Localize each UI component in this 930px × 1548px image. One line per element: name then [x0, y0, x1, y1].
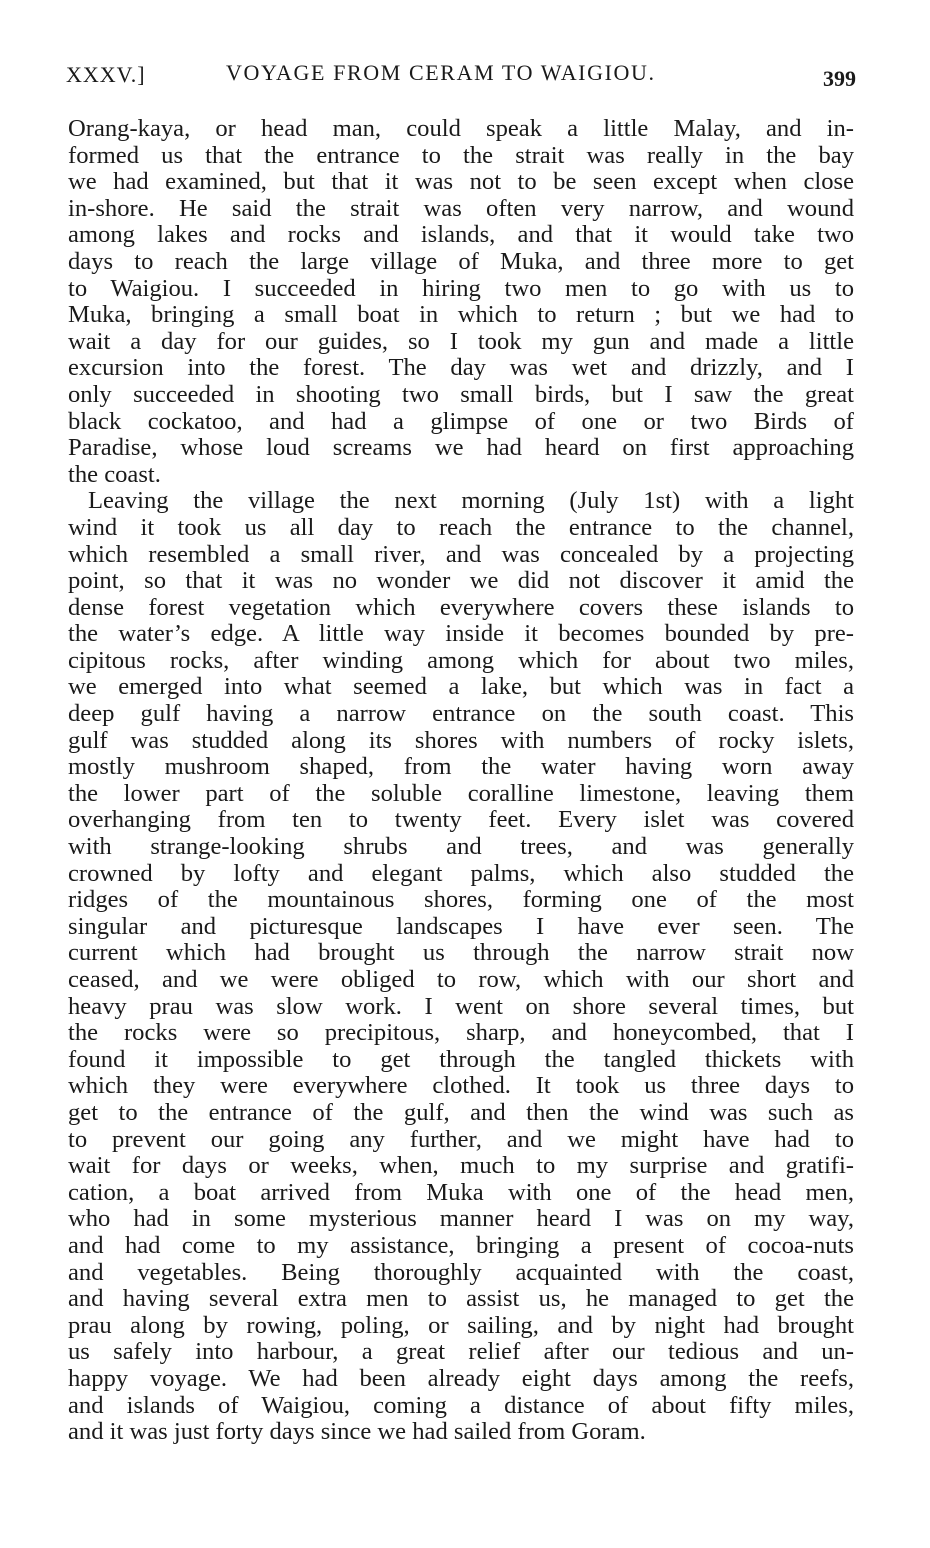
text-line: which they were everywhere clothed. It took us three days to — [68, 1072, 854, 1100]
text-line: excursion into the forest. The day was wet and drizzly, and I — [68, 354, 854, 382]
text-line: Muka, bringing a small boat in which to return ; but we had to — [68, 301, 854, 329]
text-line: we emerged into what seemed a lake, but which was in fact a — [68, 673, 854, 701]
text-line: found it impossible to get through the tangled thickets with — [68, 1045, 854, 1073]
text-line: us safely into harbour, a great relief after our tedious and un- — [68, 1338, 854, 1366]
text-line: the rocks were so precipitous, sharp, and honeycombed, that I — [68, 1019, 854, 1047]
text-line: singular and picturesque landscapes I have ever seen. The — [68, 912, 854, 940]
text-line: wind it took us all day to reach the entrance to the channel, — [68, 513, 854, 541]
text-line: to prevent our going any further, and we might have had to — [68, 1125, 854, 1153]
paragraph — [68, 116, 854, 488]
text-line: and it was just forty days since we had sailed from Goram. — [68, 1418, 646, 1446]
text-line: who had in some mysterious manner heard I was on my way, — [68, 1205, 854, 1233]
text-line: black cockatoo, and had a glimpse of one or two Birds of — [68, 407, 854, 435]
text-line: cation, a boat arrived from Muka with one of the head men, — [68, 1178, 854, 1206]
text-line: ceased, and we were obliged to row, which with our short and — [68, 966, 854, 993]
running-title: VOYAGE FROM CERAM TO WAIGIOU. — [226, 60, 656, 85]
text-line: gulf was studded along its shores with numbers of rocky islets, — [68, 726, 854, 754]
text-line: cipitous rocks, after winding among which for about two miles, — [68, 646, 854, 674]
page-number: 399 — [823, 66, 856, 91]
text-line: point, so that it was no wonder we did not discover it amid the — [68, 567, 854, 595]
text-line: formed us that the entrance to the strait was really in the bay — [68, 141, 854, 169]
text-line: the water’s edge. A little way inside it becomes bounded by pre- — [68, 620, 854, 648]
running-head — [66, 60, 856, 92]
chapter-number: XXXV.] — [66, 62, 146, 87]
text-line: with strange-looking shrubs and trees, and was generally — [68, 833, 854, 861]
text-line: prau along by rowing, poling, or sailing, and by night had brought — [68, 1311, 854, 1339]
text-line: mostly mushroom shaped, from the water having worn away — [68, 753, 854, 781]
text-line: the lower part of the soluble coralline limestone, leaving them — [68, 779, 854, 807]
text-line: Orang-kaya, or head man, could speak a little Malay, and in- — [68, 115, 854, 142]
text-line: and had come to my assistance, bringing a present of cocoa-nuts — [68, 1231, 854, 1259]
text-line: which resembled a small river, and was concealed by a projecting — [68, 540, 854, 568]
text-line: we had examined, but that it was not to be seen except when close — [68, 168, 854, 196]
text-line: overhanging from ten to twenty feet. Every islet was covered — [68, 806, 854, 834]
text-line: happy voyage. We had been already eight days among the reefs, — [68, 1364, 854, 1392]
text-line: Paradise, whose loud screams we had heard on first approaching — [68, 434, 854, 462]
text-line: in-shore. He said the strait was often very narrow, and wound — [68, 194, 854, 222]
text-line: only succeeded in shooting two small birds, but I saw the great — [68, 380, 854, 408]
text-line: days to reach the large village of Muka, and three more to get — [68, 247, 854, 275]
text-line: dense forest vegetation which everywhere covers these islands to — [68, 593, 854, 621]
text-line: and vegetables. Being thoroughly acquainted with the coast, — [68, 1258, 854, 1286]
body-text — [68, 116, 854, 1446]
text-line: to Waigiou. I succeeded in hiring two men to go with us to — [68, 274, 854, 302]
text-line: wait for days or weeks, when, much to my surprise and gratifi- — [68, 1152, 854, 1180]
text-line: ridges of the mountainous shores, forming one of the most — [68, 886, 854, 914]
text-line: deep gulf having a narrow entrance on the south coast. This — [68, 700, 854, 728]
paragraph — [68, 488, 854, 1445]
text-line: the coast. — [68, 460, 161, 488]
text-line: current which had brought us through the narrow strait now — [68, 939, 854, 967]
text-line: get to the entrance of the gulf, and then the wind was such as — [68, 1098, 854, 1126]
text-line: heavy prau was slow work. I went on shore several times, but — [68, 992, 854, 1020]
text-line: and having several extra men to assist us, he managed to get the — [68, 1285, 854, 1313]
text-line: wait a day for our guides, so I took my gun and made a little — [68, 327, 854, 355]
text-line: crowned by lofty and elegant palms, which also studded the — [68, 859, 854, 887]
text-line: and islands of Waigiou, coming a distance of about fifty miles, — [68, 1391, 854, 1419]
text-line: among lakes and rocks and islands, and that it would take two — [68, 221, 854, 249]
text-line: Leaving the village the next morning (July 1st) with a light — [88, 487, 854, 515]
